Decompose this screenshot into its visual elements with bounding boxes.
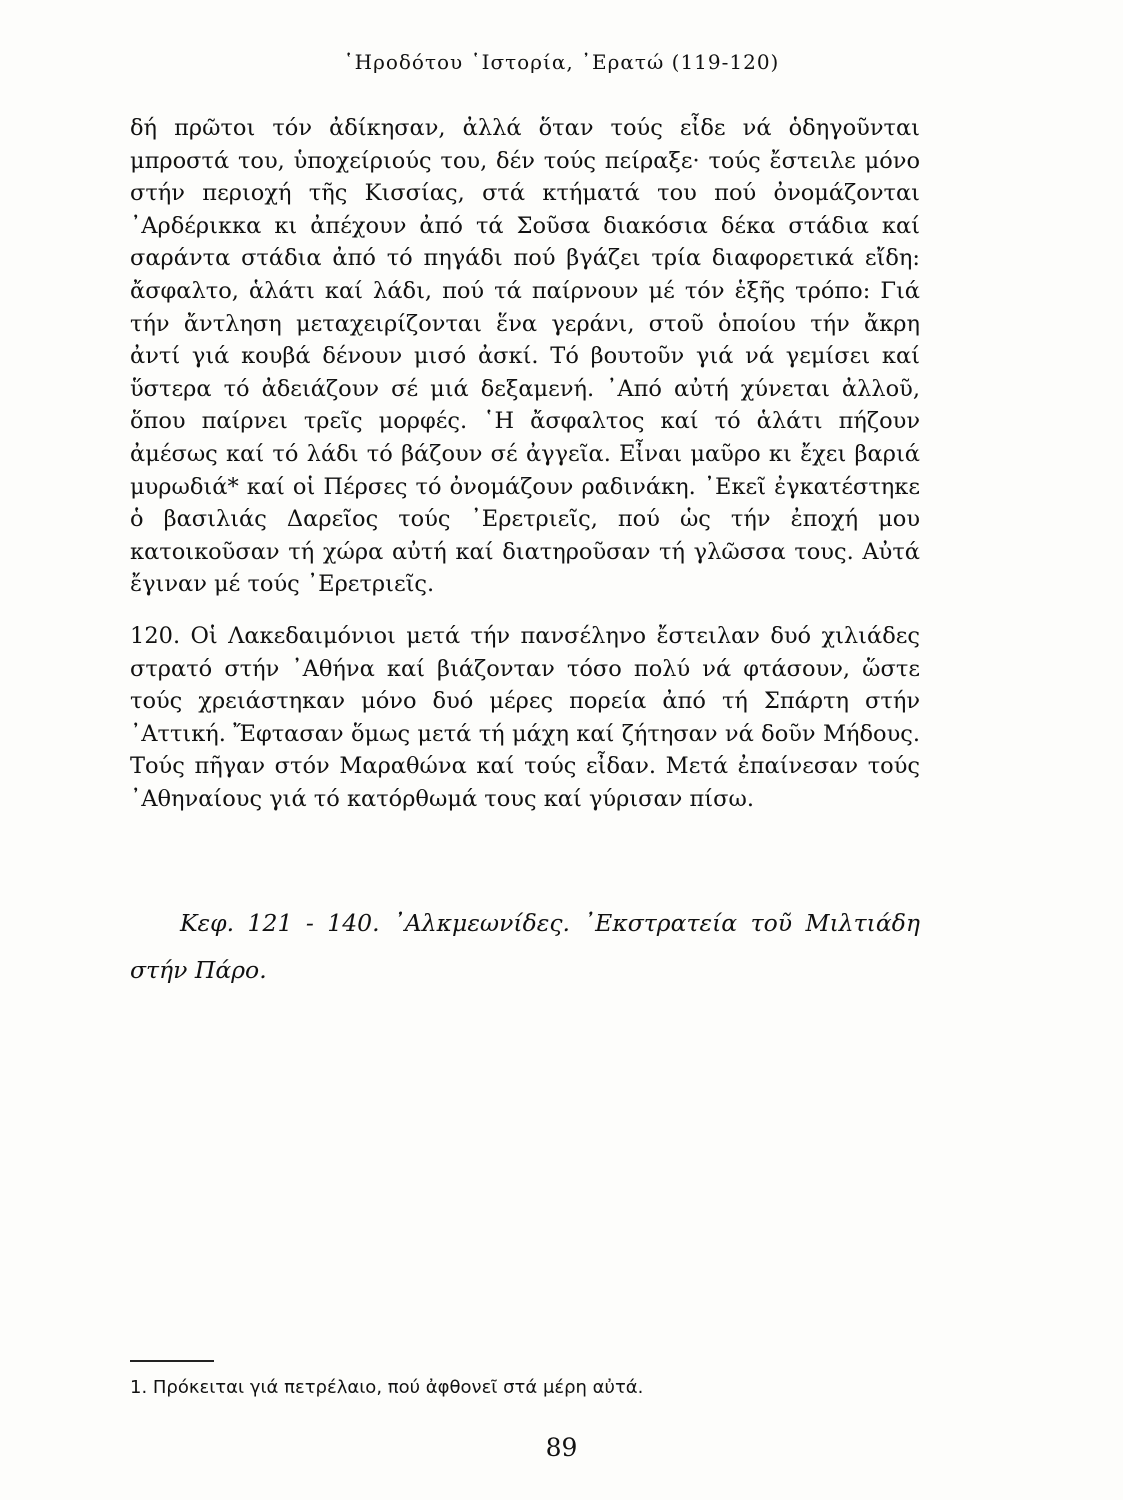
footnote-rule <box>130 1360 214 1362</box>
paragraph-chapter-119-end: δή πρῶτοι τόν ἀδίκησαν, ἀλλά ὅταν τούς εἶδε νά ὁδηγοῦνται μπροστά του, ὑποχείριούς του, δέν τούς πείραξε· τούς ἔστειλε μόνο στήν περιοχή τῆς Κισσίας, στά κτήματά του πού ὀνομάζονται ᾿Αρδέρικκα κι ἀπέχουν ἀπό τά Σοῦσα διακόσια δέκα στάδια καί σαράντα στάδια ἀπό τό πηγάδι πού βγάζει τρία διαφορετικά εἴδη: ἄσφαλτο, ἁλάτι καί λάδι, πού τά παίρνουν μέ τόν ἑξῆς τρόπο: Γιά τήν ἄντληση μεταχειρίζονται ἕνα γεράνι, στοῦ ὁποίου τήν ἄκρη ἀντί γιά κουβά δένουν μισό ἀσκί. Τό βουτοῦν γιά νά γεμίσει καί ὕστερα τό ἀδειάζουν σέ μιά δεξαμενή. ᾿Από αὐτή χύνεται ἀλλοῦ, ὅπου παίρνει τρεῖς μορφές. ῾Η ἄσφαλτος καί τό ἁλάτι πήζουν ἀμέσως καί τό λάδι τό βάζουν σέ ἀγγεῖα. Εἶναι μαῦρο κι ἔχει βαριά μυρωδιά* καί οἱ Πέρσες τό ὀνομάζουν ραδινάκη. ᾿Εκεῖ ἐγκατέστηκε ὁ βασιλιάς Δαρεῖος τούς ᾿Ερετριεῖς, πού ὡς τήν ἐποχή μου κατοικοῦσαν τή χώρα αὐτή καί διατηροῦσαν τή γλῶσσα τους. Αὐτά ἔγιναν μέ τούς ᾿Ερετριεῖς. <box>130 115 920 598</box>
section-heading: Κεφ. 121 - 140. ᾿Αλκμεωνίδες. ᾿Εκστρατεία τοῦ Μιλτιάδη στήν Πάρο. <box>130 909 920 984</box>
running-header: ῾Ηροδότου ῾Ιστορία, ᾿Ερατώ (119-120) <box>343 50 780 74</box>
paragraph-chapter-120: 120. Οἱ Λακεδαιμόνιοι μετά τήν πανσέληνο ἔστειλαν δυό χιλιάδες στρατό στήν ᾿Αθήνα καί βιάζονταν τόσο πολύ νά φτάσουν, ὥστε τούς χρειάστηκαν μόνο δυό μέρες πορεία ἀπό τή Σπάρτη στήν ᾿Αττική. Ἔφτασαν ὅμως μετά τή μάχη καί ζήτησαν νά δοῦν Μήδους. Τούς πῆγαν στόν Μαραθώνα καί τούς εἶδαν. Μετά ἐπαίνεσαν τούς ᾿Αθηναίους γιά τό κατόρθωμά τους καί γύρισαν πίσω. <box>130 623 920 812</box>
page-number: 89 <box>545 1433 578 1462</box>
footnote: 1. Πρόκειται γιά πετρέλαιο, πού ἀφθονεῖ στά μέρη αὐτά. <box>130 1377 644 1398</box>
